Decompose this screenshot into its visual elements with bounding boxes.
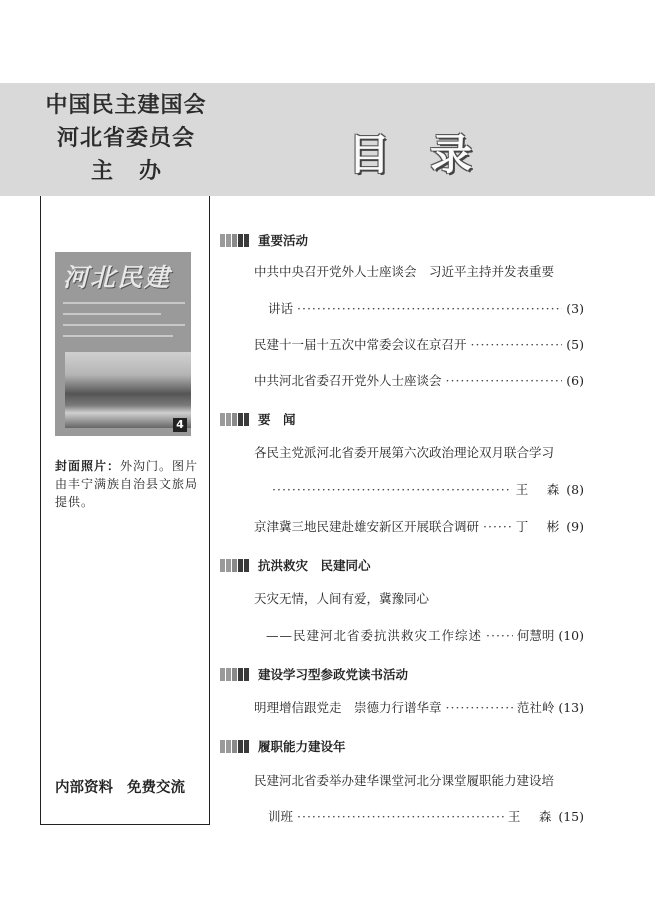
section-marker-icon bbox=[220, 413, 250, 426]
sponsor-line-3: 主办 bbox=[90, 158, 187, 184]
section-marker-icon bbox=[220, 234, 250, 247]
toc-title: 目录 bbox=[348, 130, 513, 179]
dot-leader bbox=[446, 699, 513, 717]
dot-leader bbox=[483, 518, 512, 536]
entry-title-cont: 训班 bbox=[268, 809, 294, 824]
section-title: 履职能力建设年 bbox=[258, 739, 346, 754]
section-heading bbox=[220, 231, 308, 249]
page-number: (6) bbox=[566, 373, 584, 388]
section-title: 抗洪救灾 民建同心 bbox=[258, 558, 371, 573]
toc-entry[interactable] bbox=[254, 590, 584, 608]
entry-title: 民建河北省委举办建华课堂河北分课堂履职能力建设培 bbox=[254, 773, 555, 788]
entry-title: 京津冀三地民建赴雄安新区开展联合调研 bbox=[254, 519, 480, 534]
entry-subtitle: ——民建河北省委抗洪救灾工作综述 bbox=[266, 628, 483, 643]
entry-title: 各民主党派河北省委开展第六次政治理论双月联合学习 bbox=[254, 445, 555, 460]
cover-thumbnail[interactable] bbox=[55, 252, 191, 436]
sponsor-block bbox=[40, 89, 212, 188]
toc-entry-continued[interactable] bbox=[268, 808, 584, 826]
caption-label: 封面照片： bbox=[55, 459, 121, 473]
section-marker-icon bbox=[220, 668, 250, 681]
section-heading bbox=[220, 556, 371, 574]
dot-leader bbox=[446, 372, 563, 390]
caption-text: 外沟门。图片由丰宁满族自治县文旅局提供。 bbox=[55, 459, 199, 509]
toc-entry[interactable] bbox=[254, 372, 584, 390]
page-number: (8) bbox=[566, 482, 584, 497]
author: 王 森 bbox=[507, 809, 555, 824]
section-marker-icon bbox=[220, 740, 250, 753]
dot-leader bbox=[297, 808, 504, 826]
page-number: (10) bbox=[558, 628, 584, 643]
sponsor-line-2: 河北省委员会 bbox=[56, 125, 195, 151]
section-marker-icon bbox=[220, 559, 250, 572]
page-number: (5) bbox=[566, 337, 584, 352]
entry-title: 中共河北省委召开党外人士座谈会 bbox=[254, 373, 442, 388]
dot-leader bbox=[471, 336, 563, 354]
section-heading bbox=[220, 410, 296, 428]
internal-material: 内部资料 bbox=[55, 780, 113, 796]
toc-entry[interactable] bbox=[254, 444, 584, 462]
cover-headlines bbox=[63, 302, 185, 346]
cover-issue-badge: 4 bbox=[173, 418, 187, 432]
entry-title: 中共中央召开党外人士座谈会 习近平主持并发表重要 bbox=[254, 264, 555, 279]
toc-entry[interactable] bbox=[254, 699, 584, 717]
page-number: (9) bbox=[566, 519, 584, 534]
author: 丁 彬 bbox=[515, 519, 563, 534]
section-title: 要 闻 bbox=[258, 412, 296, 427]
entry-title: 民建十一届十五次中常委会议在京召开 bbox=[254, 337, 467, 352]
entry-title-cont: 讲话 bbox=[268, 301, 294, 316]
author: 范社岭 bbox=[516, 700, 555, 715]
page-number: (13) bbox=[558, 700, 584, 715]
dot-leader bbox=[297, 300, 562, 318]
toc-entry-continued[interactable] bbox=[268, 481, 584, 499]
section-title: 建设学习型参政党读书活动 bbox=[258, 667, 409, 682]
toc-entry[interactable] bbox=[254, 336, 584, 354]
toc-entry[interactable] bbox=[254, 263, 584, 281]
section-heading bbox=[220, 737, 346, 755]
author: 何慧明 bbox=[516, 628, 555, 643]
free-exchange: 免费交流 bbox=[127, 780, 185, 796]
author: 王 森 bbox=[515, 482, 563, 497]
toc-entry[interactable] bbox=[254, 518, 584, 536]
dot-leader bbox=[272, 481, 512, 499]
toc-entry[interactable] bbox=[254, 772, 584, 790]
internal-notice bbox=[55, 776, 205, 797]
toc-entry-continued[interactable] bbox=[266, 627, 584, 645]
entry-title: 明理增信跟党走 崇德力行谱华章 bbox=[254, 700, 442, 715]
page-number: (3) bbox=[566, 301, 584, 316]
section-heading bbox=[220, 665, 408, 683]
page-number: (15) bbox=[558, 809, 584, 824]
section-title: 重要活动 bbox=[258, 233, 309, 248]
dot-leader bbox=[486, 627, 513, 645]
sponsor-line-1: 中国民主建国会 bbox=[45, 92, 207, 118]
cover-caption bbox=[55, 457, 201, 511]
cover-title: 河北民建 bbox=[63, 263, 172, 292]
entry-title: 天灾无情，人间有爱，冀豫同心 bbox=[254, 591, 430, 606]
toc-entry-continued[interactable] bbox=[268, 300, 584, 318]
cover-photo bbox=[65, 352, 191, 428]
left-column bbox=[40, 196, 210, 825]
